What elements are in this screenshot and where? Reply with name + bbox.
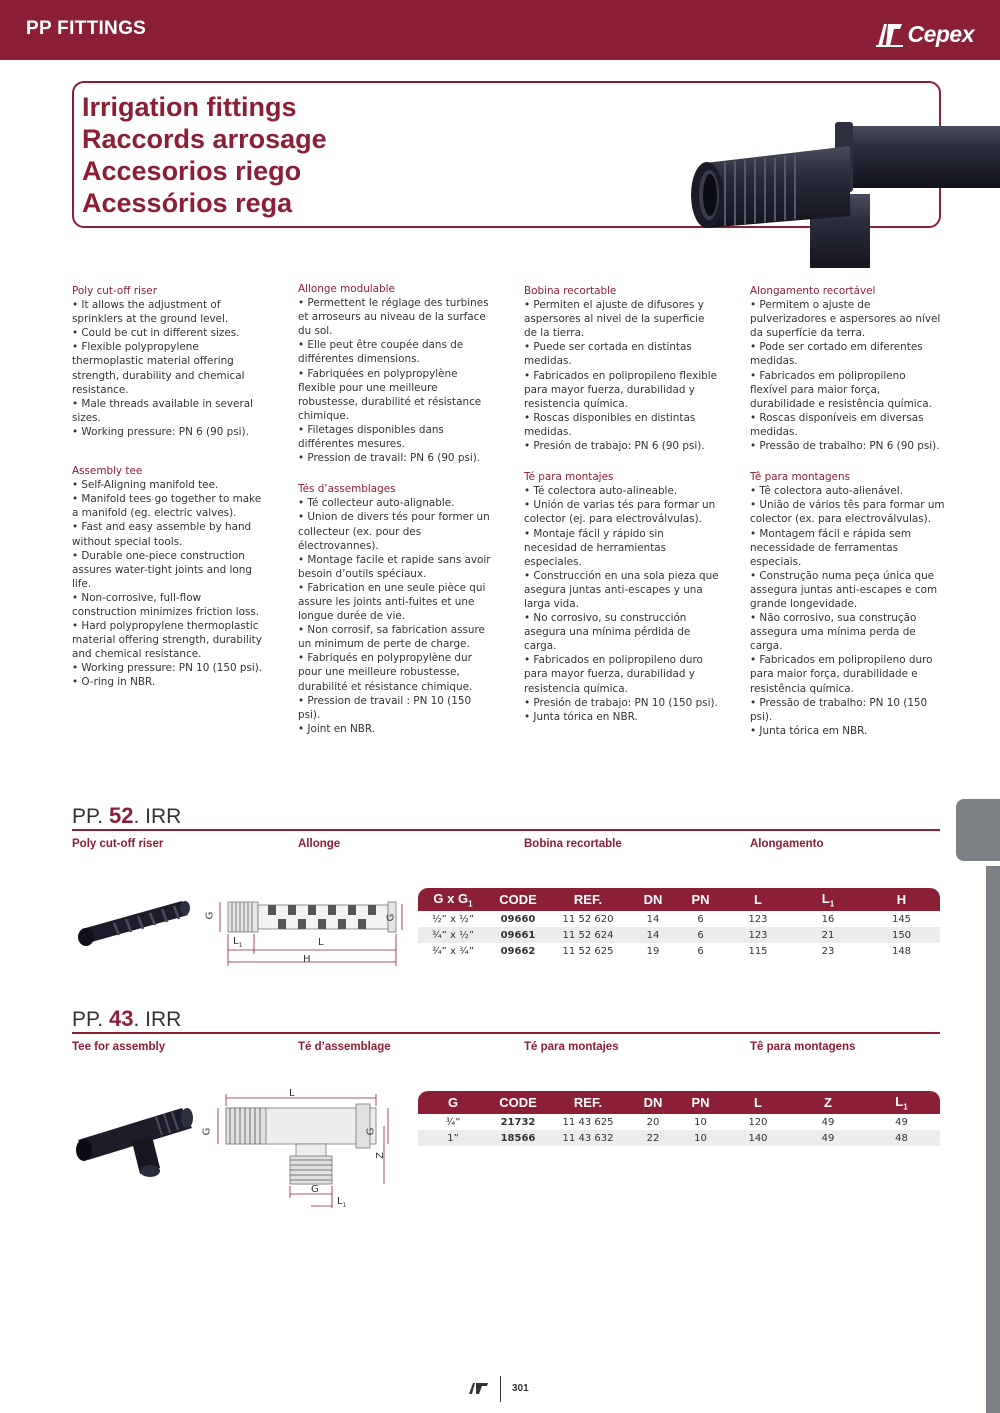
column-spanish bbox=[524, 284, 719, 741]
product-prefix: PP. bbox=[72, 1008, 109, 1031]
header-bar bbox=[0, 0, 1000, 60]
subhead-fr: Té d’assemblage bbox=[298, 1041, 391, 1053]
bullet: • It allows the adjustment of sprinklers at the ground level. bbox=[72, 299, 229, 326]
table-row: ¾” 21732 11 43 625 20 10 120 49 49 bbox=[445, 1116, 908, 1128]
dim-label-l1-sub: 1 bbox=[342, 1202, 347, 1209]
subhead-fr: Allonge bbox=[298, 838, 341, 850]
text-block bbox=[524, 470, 719, 724]
bullet: • Joint en NBR. bbox=[298, 722, 376, 735]
product-title-pp43 bbox=[72, 1006, 181, 1032]
table-header bbox=[418, 888, 940, 911]
column-english bbox=[72, 284, 267, 707]
dim-label-l1-main: L bbox=[233, 936, 239, 947]
col-header: H bbox=[896, 892, 907, 907]
bullet: • Construcción en una sola pieza que asegura juntas anti-escapes y una larga vida. bbox=[524, 569, 719, 610]
block-title: Tés d’assemblages bbox=[298, 483, 396, 496]
dim-label-g-left: G bbox=[201, 1127, 213, 1136]
dim-label-g1: G bbox=[385, 913, 397, 922]
block-title: Allonge modulable bbox=[298, 283, 395, 295]
bullet: • Non corrosif, sa fabrication assure un minimum de perte de charge. bbox=[298, 624, 485, 651]
bullet: • Junta tórica en NBR. bbox=[524, 710, 638, 723]
bullet: • Fabrication en une seule pièce qui assure les joints anti-fuites et une longue durée de vie. bbox=[298, 581, 486, 623]
bullet: • Permitem o ajuste de pulverizadores e aspersores ao nível da superfície da terra. bbox=[750, 299, 941, 340]
block-title: Té para montajes bbox=[524, 471, 614, 484]
riser-product-image bbox=[74, 895, 192, 951]
bullet: • Construção numa peça única que assegura juntas anti-escapes e com grande longevidade. bbox=[750, 569, 938, 610]
bullet: • Fabricados em polipropileno duro para maior força, durabilidade e resistência química. bbox=[750, 654, 933, 695]
text-block bbox=[72, 284, 267, 439]
pp43-table bbox=[418, 1091, 940, 1146]
column-portuguese bbox=[750, 284, 945, 755]
dim-label-l1 bbox=[337, 1196, 346, 1209]
col-header: CODE bbox=[499, 1095, 537, 1110]
bullet: • Pressão de trabalho: PN 10 (150 psi). bbox=[750, 696, 928, 723]
bullet: • No corrosivo, su construcción asegura una mínima pérdida de carga. bbox=[524, 612, 691, 653]
page-number: 301 bbox=[512, 1383, 529, 1394]
bullet: • Fabriqués en polypropylène dur pour une meilleure robustesse, durabilité et résistance chimique. bbox=[298, 652, 473, 693]
bullet: • Fabricados en polipropileno duro para mayor fuerza, durabilidad y resistencia química. bbox=[524, 654, 703, 695]
col-header: $L_1$ bbox=[821, 890, 835, 909]
section-tab bbox=[956, 799, 1000, 861]
bullet: • Working pressure: PN 10 (150 psi). bbox=[72, 662, 263, 675]
bullet: • Roscas disponíveis em diversas medidas. bbox=[750, 411, 924, 438]
col-header: PN bbox=[691, 892, 710, 907]
bullet: • Durable one-piece construction assures water-tight joints and long life. bbox=[72, 549, 252, 590]
table-row: ¾” x ½” 09661 11 52 624 14 6 123 21 150 bbox=[418, 927, 940, 943]
bullet: • Elle peut être coupée dans de différentes dimensions. bbox=[298, 339, 464, 366]
bullet: • Permiten el ajuste de difusores y aspersores al nivel de la superficie de la tierra. bbox=[524, 299, 705, 340]
table-row: ¾” x ¾” 09662 11 52 625 19 6 115 23 148 bbox=[431, 945, 912, 957]
dim-label-l1 bbox=[233, 936, 242, 949]
bullet: • Pression de travail : PN 10 (150 psi). bbox=[298, 694, 472, 721]
text-block bbox=[298, 482, 493, 736]
col-header: PN bbox=[691, 1095, 710, 1110]
block-title: Poly cut-off riser bbox=[72, 285, 157, 297]
product-prefix: PP. bbox=[72, 805, 109, 828]
section-title: PP FITTINGS bbox=[26, 18, 147, 39]
bullet: • União de vários tês para formar um colector (ex. para electroválvulas). bbox=[750, 499, 945, 526]
bullet: • Montaje fácil y rápido sin necesidad de herramientas especiales. bbox=[524, 527, 667, 568]
bullet: • Union de divers tés pour former un collecteur (ex. pour des électrovannes). bbox=[298, 511, 490, 552]
col-header: DN bbox=[643, 1095, 663, 1110]
bullet: • Presión de trabajo: PN 6 (90 psi). bbox=[524, 440, 705, 453]
bullet: • Montage facile et rapide sans avoir besoin d’outils spéciaux. bbox=[298, 553, 491, 580]
text-block bbox=[524, 284, 719, 453]
title-en: Irrigation fittings bbox=[82, 92, 297, 122]
col-header: DN bbox=[643, 892, 663, 907]
bullet: • Could be cut in different sizes. bbox=[72, 327, 240, 340]
bullet: • Puede ser cortada en distintas medidas. bbox=[524, 341, 692, 368]
tee-technical-drawing bbox=[206, 1090, 406, 1210]
text-block bbox=[72, 464, 267, 690]
title-es: Accesorios riego bbox=[82, 156, 302, 186]
col-header: Z bbox=[824, 1095, 832, 1110]
column-french bbox=[298, 282, 493, 753]
text-block bbox=[298, 282, 493, 465]
footer-divider bbox=[500, 1376, 501, 1402]
dim-label-g: G bbox=[204, 911, 216, 920]
text-block bbox=[750, 470, 945, 738]
table-row: 1” 18566 11 43 632 22 10 140 49 48 bbox=[418, 1130, 940, 1146]
bullet: • Té collecteur auto-alignable. bbox=[298, 497, 455, 510]
bullet: • Tê colectora auto-alienável. bbox=[750, 485, 903, 498]
dim-label-l1-sub: 1 bbox=[238, 942, 243, 949]
title-list bbox=[82, 91, 327, 219]
bullet: • Fabricados em polipropileno flexível para maior força, durabilidade e resistência química. bbox=[750, 369, 932, 410]
pp52-table bbox=[418, 888, 940, 959]
col-header: L bbox=[754, 892, 762, 907]
col-header: G x $G_1$ bbox=[433, 890, 473, 909]
table-row: ½” x ½” 09660 11 52 620 14 6 123 16 145 bbox=[431, 913, 912, 925]
bullet: • Filetages disponibles dans différentes mesures. bbox=[298, 423, 444, 451]
title-pt: Acessórios rega bbox=[82, 188, 293, 218]
bullet: • Té colectora auto-alineable. bbox=[524, 485, 678, 498]
bullet: • Pression de travail: PN 6 (90 psi). bbox=[298, 452, 481, 465]
bullet: • O-ring in NBR. bbox=[72, 676, 156, 689]
col-header: REF. bbox=[573, 892, 603, 907]
title-fr: Raccords arrosage bbox=[82, 124, 327, 154]
dim-label-l: L bbox=[318, 937, 324, 948]
bullet: • Montagem fácil e rápida sem necessidade de ferramentas especiais. bbox=[750, 527, 912, 568]
bullet: • Fabricados en polipropileno flexible para mayor fuerza, durabilidad y resistencia química. bbox=[524, 369, 718, 410]
section-tab-line bbox=[986, 866, 1000, 1413]
block-title: Tê para montagens bbox=[750, 471, 850, 484]
subhead-es: Bobina recortable bbox=[524, 838, 622, 850]
text-block bbox=[750, 284, 945, 453]
bullet: • Fabriquées en polypropylène flexible pour une meilleure robustesse, durabilité et résistance chimique. bbox=[298, 367, 482, 422]
dim-label-g-bottom: G bbox=[311, 1184, 319, 1195]
product-rule bbox=[72, 1032, 940, 1034]
bullet: • Manifold tees go together to make a manifold (eg. electric valves). bbox=[72, 493, 262, 520]
bullet: • Hard polypropylene thermoplastic material offering strength, durability and chemical resistance. bbox=[72, 620, 262, 661]
bullet: • Male threads available in several sizes. bbox=[72, 397, 253, 424]
col-header: L bbox=[754, 1095, 762, 1110]
dim-label-l: L bbox=[289, 1088, 295, 1099]
dim-label-g-right: G bbox=[365, 1127, 377, 1136]
subhead-en: Tee for assembly bbox=[72, 1041, 166, 1053]
col-header: CODE bbox=[499, 892, 537, 907]
bullet: • Roscas disponibles en distintas medidas. bbox=[524, 411, 696, 438]
col-header: G bbox=[447, 1095, 459, 1110]
bullet: • Non-corrosive, full-flow construction minimizes friction loss. bbox=[72, 591, 260, 618]
bullet: • Unión de varias tés para formar un colector (ej. para electroválvulas). bbox=[524, 499, 716, 526]
dim-label-l1-main: L bbox=[337, 1196, 343, 1207]
subhead-en: Poly cut-off riser bbox=[72, 838, 164, 850]
footer-logo-icon bbox=[468, 1381, 490, 1395]
product-number: 52 bbox=[108, 803, 134, 828]
bullet: • Fast and easy assemble by hand without special tools. bbox=[72, 521, 252, 548]
col-header: REF. bbox=[573, 1095, 603, 1110]
bullet: • Junta tórica em NBR. bbox=[750, 724, 868, 737]
bullet: • Flexible polypropylene thermoplastic material offering strength, durability and chemical resistance. bbox=[72, 341, 245, 396]
tee-product-image bbox=[685, 118, 1000, 268]
table-header bbox=[418, 1091, 940, 1114]
bullet: • Permettent le réglage des turbines et arroseurs au niveau de la surface du sol. bbox=[298, 297, 489, 338]
product-suffix: . IRR bbox=[133, 1008, 182, 1031]
brand-logo bbox=[875, 18, 974, 50]
product-title-pp52 bbox=[72, 803, 181, 829]
dim-label-z: Z bbox=[374, 1152, 386, 1159]
product-rule bbox=[72, 829, 940, 831]
subhead-pt: Alongamento bbox=[750, 838, 824, 850]
product-suffix: . IRR bbox=[133, 805, 182, 828]
tee-small-product-image bbox=[72, 1090, 202, 1180]
col-header: $L_1$ bbox=[895, 1093, 908, 1112]
subhead-es: Té para montajes bbox=[524, 1041, 619, 1053]
bullet: • Não corrosivo, sua construção assegura uma mínima perda de carga. bbox=[750, 612, 917, 653]
brand-name: Cepex bbox=[907, 20, 974, 47]
block-title: Alongamento recortável bbox=[750, 285, 876, 297]
subhead-pt: Tê para montagens bbox=[750, 1041, 856, 1053]
product-number: 43 bbox=[108, 1006, 134, 1031]
bullet: • Working pressure: PN 6 (90 psi). bbox=[72, 425, 249, 438]
bullet: • Pode ser cortado em diferentes medidas. bbox=[750, 341, 923, 368]
block-title: Bobina recortable bbox=[524, 285, 617, 297]
dim-label-h: H bbox=[303, 954, 311, 965]
bullet: • Pressão de trabalho: PN 6 (90 psi). bbox=[750, 440, 940, 453]
block-title: Assembly tee bbox=[72, 465, 143, 478]
bullet: • Self-Aligning manifold tee. bbox=[72, 479, 219, 492]
cepex-logo-icon bbox=[875, 20, 905, 48]
bullet: • Presión de trabajo: PN 10 (150 psi). bbox=[524, 696, 718, 709]
